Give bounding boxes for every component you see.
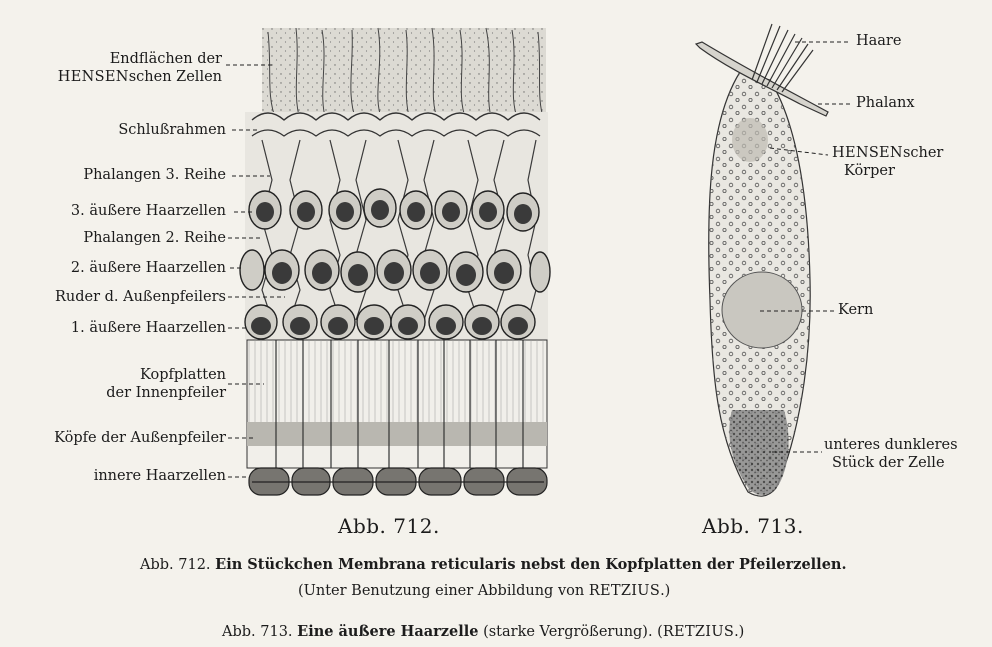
caption-figure-712: Abb. 712.	[338, 514, 440, 538]
caption-712-source	[298, 583, 670, 599]
caption-713-rest-a: (starke Vergrößerung). (	[483, 624, 663, 640]
caption-712-source-author: RETZIUS	[588, 583, 661, 599]
label-haarzellen-2: 2. äußere Haarzellen	[70, 260, 226, 276]
label-hensen-koerper-suffix: scher	[902, 145, 944, 161]
caption-713-author: RETZIUS	[662, 624, 735, 640]
label-endflaechen-line1: Endflächen der	[109, 51, 222, 67]
caption-figure-713: Abb. 713.	[702, 514, 804, 538]
label-innere-haarzellen: innere Haarzellen	[93, 468, 226, 484]
label-koepfe: Köpfe der Außenpfeiler	[54, 430, 226, 446]
caption-713-full	[222, 623, 744, 640]
label-endflaechen-line2: schen Zellen	[128, 69, 222, 85]
label-hensen-koerper	[832, 144, 943, 180]
haarzellen-row-2	[240, 250, 550, 292]
caption-712-title: Ein Stückchen Membrana reticularis nebst den Kopfplatten der Pfeilerzellen.	[215, 556, 847, 573]
label-schlussrahmen: Schlußrahmen	[118, 122, 226, 138]
kopfplatten-region	[247, 340, 547, 468]
label-unteres-line2: Stück der Zelle	[832, 455, 945, 471]
label-haarzellen-3: 3. äußere Haarzellen	[70, 203, 226, 219]
label-kopfplatten-line2: der Innenpfeiler	[106, 385, 226, 401]
caption-713-rest-b: .)	[734, 624, 745, 640]
caption-712-source-a: (Unter Benutzung einer Abbildung von	[298, 583, 589, 599]
label-hensen-name: HENSEN	[57, 69, 129, 85]
reticular-membrane-frames	[245, 112, 548, 340]
label-phalangen-2: Phalangen 2. Reihe	[83, 230, 226, 246]
caption-712-prefix: Abb. 712.	[140, 557, 211, 573]
label-endflaechen	[58, 50, 222, 86]
label-koerper: Körper	[844, 163, 895, 179]
label-phalangen-3: Phalangen 3. Reihe	[83, 167, 226, 183]
caption-712-full	[140, 556, 847, 573]
label-phalanx: Phalanx	[856, 95, 915, 111]
hensen-endflaechen-region	[262, 28, 546, 120]
caption-713-prefix: Abb. 713.	[222, 624, 293, 640]
label-hensen-koerper-name: HENSEN	[832, 145, 903, 161]
label-haare: Haare	[856, 33, 902, 49]
caption-713-title: Eine äußere Haarzelle	[297, 623, 479, 640]
label-unteres-stueck	[824, 436, 958, 472]
label-kern: Kern	[838, 302, 874, 318]
figure-713-illustration	[696, 24, 828, 496]
label-ruder: Ruder d. Außenpfeilers	[54, 289, 226, 305]
caption-712-source-b: .)	[660, 583, 671, 599]
label-kopfplatten	[106, 366, 226, 402]
label-haarzellen-1: 1. äußere Haarzellen	[70, 320, 226, 336]
label-unteres-line1: unteres dunkleres	[824, 437, 958, 453]
innere-haarzellen-row	[249, 468, 547, 495]
label-kopfplatten-line1: Kopfplatten	[140, 367, 226, 383]
